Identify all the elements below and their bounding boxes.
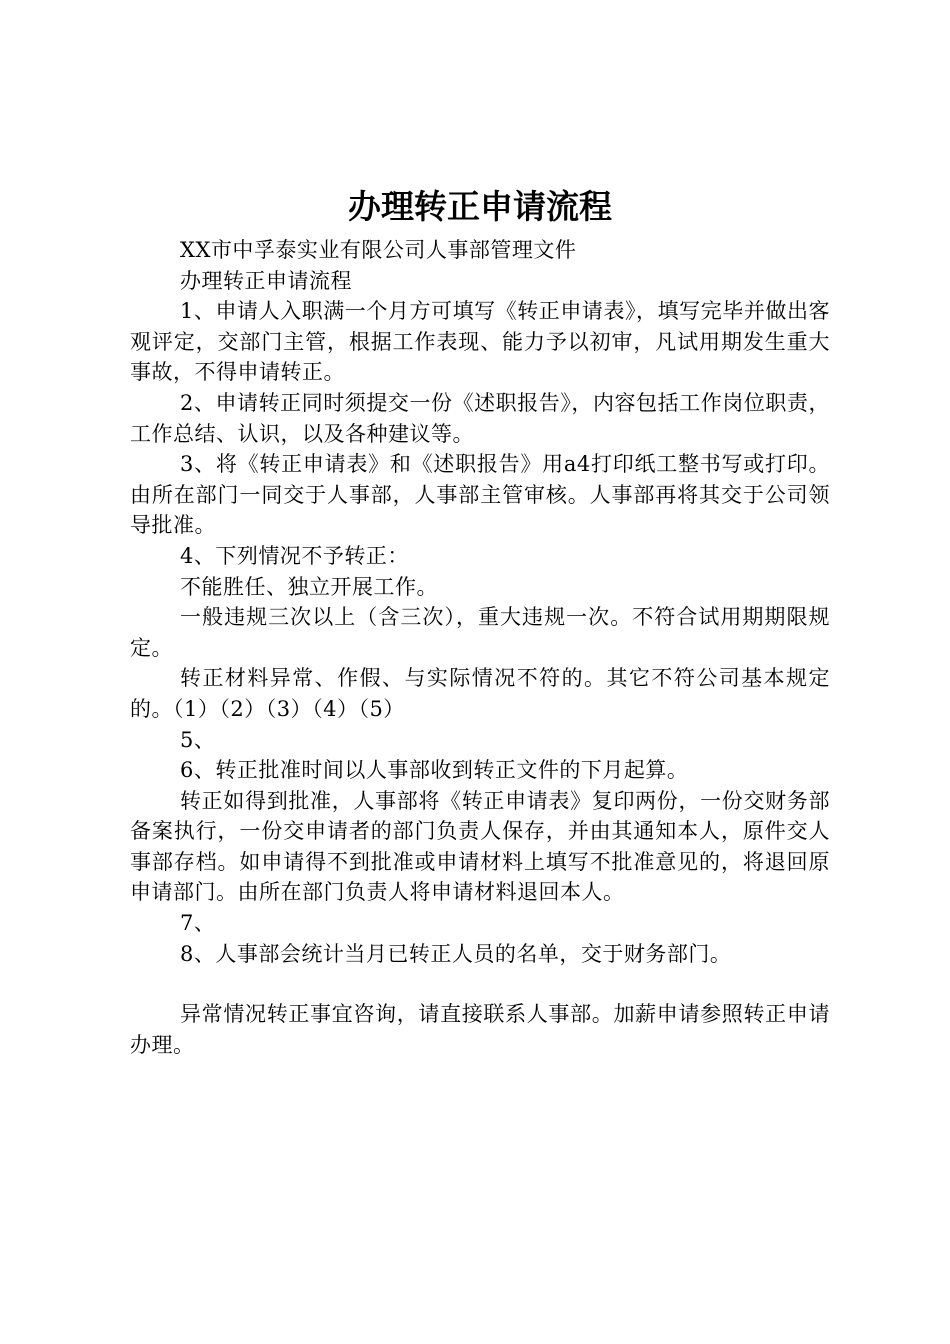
- paragraph-item-1: 1、申请人入职满一个月方可填写《转正申请表》，填写完毕并做出客观评定，交部门主管，根据工作表现、能力予以初审，凡试用期发生重大事故，不得申请转正。: [130, 299, 830, 385]
- paragraph-item-6: 6、转正批准时间以人事部收到转正文件的下月起算。: [180, 758, 689, 783]
- paragraph-closing-note: 异常情况转正事宜咨询，请直接联系人事部。加薪申请参照转正申请办理。: [130, 1002, 830, 1057]
- paragraph-condition-1: 不能胜任、独立开展工作。: [180, 574, 438, 599]
- paragraph-item-5: 5、: [180, 727, 216, 752]
- paragraph-condition-2: 一般违规三次以上（含三次），重大违规一次。不符合试用期期限规定。: [130, 605, 830, 660]
- paragraph-item-4: 4、下列情况不予转正：: [180, 543, 409, 568]
- document-title: 办理转正申请流程: [348, 187, 612, 226]
- paragraph-approval-procedure: 转正如得到批准，人事部将《转正申请表》复印两份，一份交财务部备案执行，一份交申请者的部门负责人保存，并由其通知本人，原件交人事部存档。如申请得不到批准或申请材料上填写不批准意见的，将退回原申请部门。由所在部门负责人将申请材料退回本人。: [130, 788, 830, 905]
- company-header-line: XX市中孚泰实业有限公司人事部管理文件: [180, 238, 577, 262]
- paragraph-item-8: 8、人事部会统计当月已转正人员的名单，交于财务部门。: [180, 941, 732, 966]
- subtitle-line: 办理转正申请流程: [180, 268, 352, 293]
- paragraph-item-2: 2、申请转正同时须提交一份《述职报告》，内容包括工作岗位职责，工作总结、认识，以及各种建议等。: [130, 390, 830, 446]
- paragraph-item-7: 7、: [180, 911, 216, 936]
- paragraph-item-3: 3、将《转正申请表》和《述职报告》用a4打印纸工整书写或打印。由所在部门一同交于人事部，人事部主管审核。人事部再将其交于公司领导批准。: [130, 452, 830, 538]
- paragraph-condition-3: 转正材料异常、作假、与实际情况不符的。其它不符公司基本规定的。（1）（2）（3）（4）（5）: [130, 666, 830, 721]
- document-body: [130, 235, 830, 1060]
